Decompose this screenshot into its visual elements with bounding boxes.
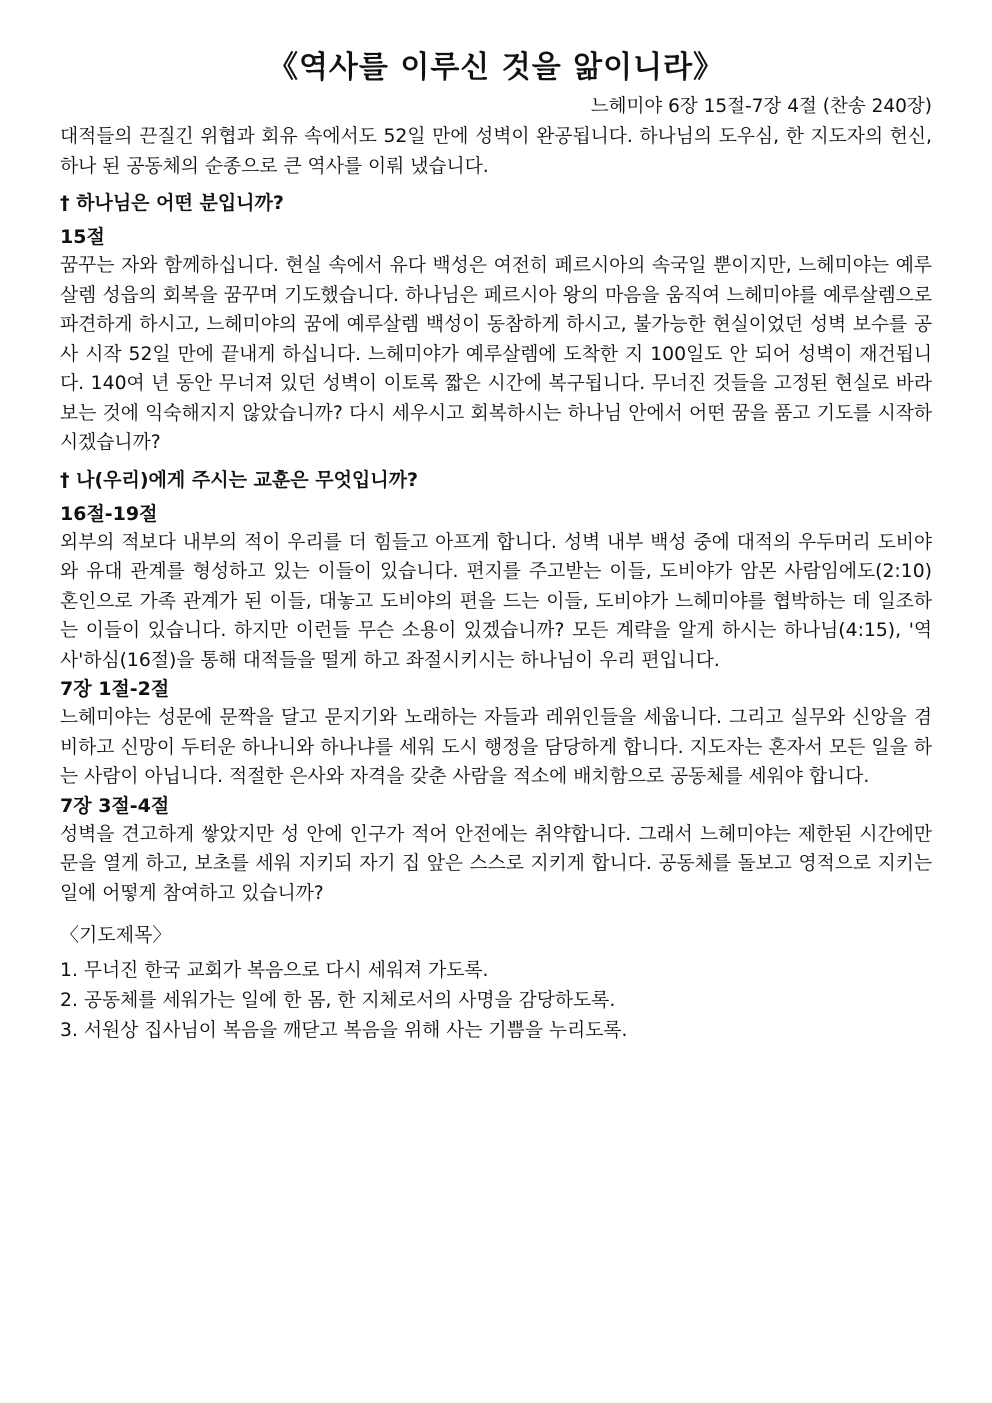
section-heading: † 하나님은 어떤 분입니까? [60,192,284,214]
prayer-item: 3. 서원상 집사님이 복음을 깨닫고 복음을 위해 사는 기쁨을 누리도록. [60,1020,628,1041]
verse-label: 7장 1절-2절 [60,678,170,700]
verse-label: 15절 [60,226,105,248]
prayer-title: 〈기도제목〉 [60,924,172,946]
verse-label: 7장 3절-4절 [60,794,170,817]
section-heading: † 나(우리)에게 주시는 교훈은 무엇입니까? [60,468,419,491]
section-lesson [60,466,932,909]
intro-paragraph: 대적들의 끈질긴 위협과 회유 속에서도 52일 만에 성벽이 완공됩니다. 하나님의 도우심, 한 지도자의 헌신, 하나 된 공동체의 순종으로 큰 역사를 이뤄 냈습니다. [60,126,932,177]
section-paragraph: 꿈꾸는 자와 함께하십니다. 현실 속에서 유다 백성은 여전히 페르시아의 속국일 뿐이지만, 느헤미야는 예루살렘 성읍의 회복을 꿈꾸며 기도했습니다. 하나님은 페르시아 왕의 마음을 움직여 느헤미야를 예루살렘으로 파견하게 하시고, 느헤미야의 꿈에 예루살렘 백성이 동참하게 하시고, 불가능한 현실이었던 성벽 보수를 공사 시작 52일 만에 끝내게 하십니다. 느헤미야가 예루살렘에 도착한 지 100일도 안 되어 성벽이 재건됩니다. 140여 년 동안 무너져 있던 성벽이 이토록 짧은 시간에 복구됩니다. 무너진 것들을 고정된 현실로 바라보는 것에 익숙해지지 않았습니까? 다시 세우시고 회복하시는 하나님 안에서 어떤 꿈을 품고 기도를 시작하시겠습니까? [60,255,932,453]
prayer-item: 1. 무너진 한국 교회가 복음으로 다시 세워져 가도록. [60,960,489,981]
document-page [60,48,932,1046]
section-paragraph: 느헤미야는 성문에 문짝을 달고 문지기와 노래하는 자들과 레위인들을 세웁니다. 그리고 실무와 신앙을 겸비하고 신망이 두터운 하나니와 하나냐를 세워 도시 행정을 담당하게 합니다. 지도자는 혼자서 모든 일을 하는 사람이 아닙니다. 적절한 은사와 자격을 갖춘 사람을 적소에 배치함으로 공동체를 세워야 합니다. [60,707,932,787]
section-paragraph: 외부의 적보다 내부의 적이 우리를 더 힘들고 아프게 합니다. 성벽 내부 백성 중에 대적의 우두머리 도비야와 유대 관계를 형성하고 있는 이들이 있습니다. 편지를 주고받는 이들, 도비야가 암몬 사람임에도(2:10) 혼인으로 가족 관계가 된 이들, 대놓고 도비야의 편을 드는 이들, 도비야가 느헤미야를 협박하는 데 일조하는 이들이 있습니다. 하지만 이런들 무슨 소용이 있겠습니까? 모든 계략을 알게 하시는 하나님(4:15), '역사'하심(16절)을 통해 대적들을 떨게 하고 좌절시키시는 하나님이 우리 편입니다. [60,531,932,671]
section-paragraph: 성벽을 견고하게 쌓았지만 성 안에 인구가 적어 안전에는 취약합니다. 그래서 느헤미야는 제한된 시간에만 문을 열게 하고, 보초를 세워 지키되 자기 집 앞은 스스로 지키게 합니다. 공동체를 돌보고 영적으로 지키는 일에 어떻게 참여하고 있습니까? [60,823,932,904]
prayer-list [60,956,932,1046]
page-title: 《역사를 이루신 것을 앎이니라》 [267,50,725,85]
section-who-is-god [60,189,932,458]
prayer-item: 2. 공동체를 세워가는 일에 한 몸, 한 지체로서의 사명을 감당하도록. [60,990,616,1011]
prayer-section [60,920,932,1046]
scripture-reference: 느헤미야 6장 15절-7장 4절 (찬송 240장) [590,96,932,117]
verse-label: 16절-19절 [60,502,158,525]
